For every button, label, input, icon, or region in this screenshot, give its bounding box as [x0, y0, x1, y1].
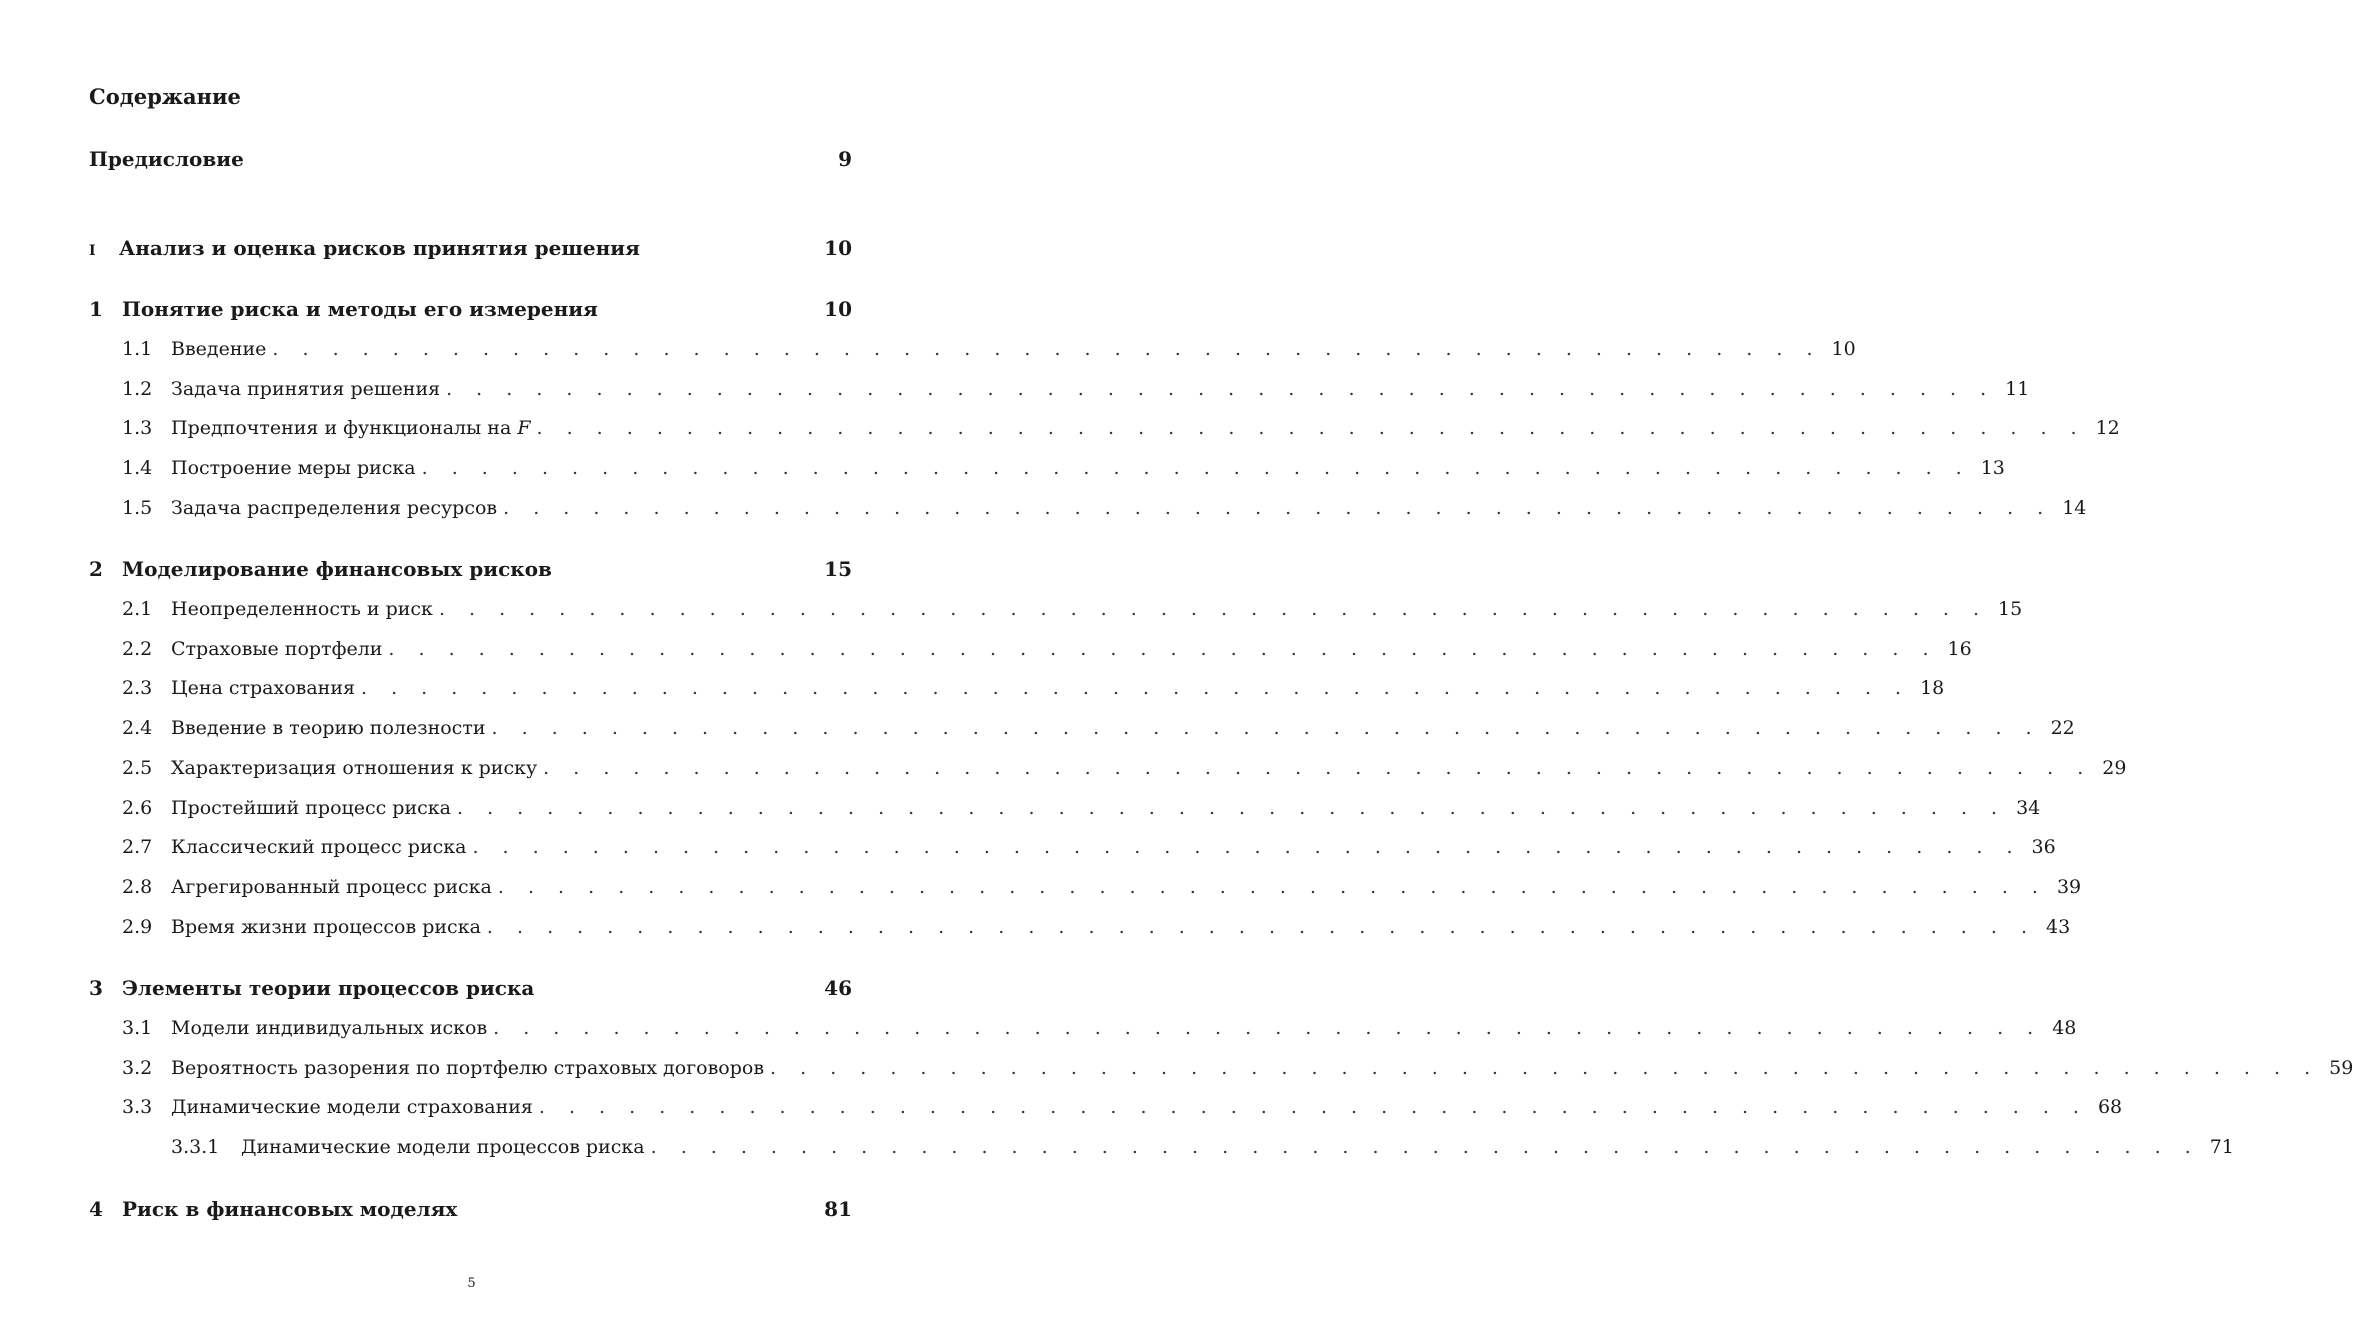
entry-page: 9 [838, 147, 852, 171]
entry-page: 22 [2050, 717, 2075, 739]
dot-leader: . . . . . . . . . . . . . . . . . . . . . . . . . . . . . . . . . . . . . . . . . . . . . . . . . . . . [272, 338, 1822, 360]
toc-entry-section-2-2[interactable] [89, 638, 1972, 660]
entry-page: 12 [2095, 417, 2120, 439]
entry-title: Задача принятия решения [171, 378, 441, 400]
section-number: 2.9 [122, 916, 153, 938]
entry-title-text: Предпочтения и функционалы на [171, 417, 512, 439]
chapter-number: 4 [89, 1197, 103, 1221]
entry-title: Простейший процесс риска [171, 797, 451, 819]
toc-entry-section-2-1[interactable] [89, 598, 2023, 620]
dot-leader: . . . . . . . . . . . . . . . . . . . . . . . . . . . . . . . . . . . . . . . . . . . . . . . . . . . . [360, 677, 1911, 699]
toc-entry-chapter-3[interactable] [89, 976, 852, 1000]
toc-entry-section-2-5[interactable] [89, 757, 2127, 779]
entry-title: Построение меры риска [171, 457, 416, 479]
entry-title: Цена страхования [171, 677, 355, 699]
toc-entry-chapter-2[interactable] [89, 557, 852, 581]
toc-entry-section-3-1[interactable] [89, 1017, 2077, 1039]
toc-entry-section-1-3[interactable] [89, 417, 2120, 439]
section-number: 1.1 [122, 338, 153, 360]
chapter-number: 3 [89, 976, 103, 1000]
entry-title: Неопределенность и риск [171, 598, 433, 620]
entry-page: 14 [2062, 497, 2087, 519]
entry-page: 13 [1980, 457, 2005, 479]
dot-leader: . . . . . . . . . . . . . . . . . . . . . . . . . . . . . . . . . . . . . . . . . . . . . . . . . . . . [536, 417, 2086, 439]
entry-page: 43 [2045, 916, 2071, 938]
entry-title: Риск в финансовых моделях [122, 1197, 458, 1221]
entry-page: 16 [1947, 638, 1972, 660]
dot-leader: . . . . . . . . . . . . . . . . . . . . . . . . . . . . . . . . . . . . . . . . . . . . . . . . . . . . [503, 497, 2053, 519]
dot-leader: . . . . . . . . . . . . . . . . . . . . . . . . . . . . . . . . . . . . . . . . . . . . . . . . . . . . [770, 1057, 2320, 1079]
toc-entry-part-1[interactable] [89, 236, 852, 260]
dot-leader: . . . . . . . . . . . . . . . . . . . . . . . . . . . . . . . . . . . . . . . . . . . . . . . . . . . . [446, 378, 1996, 400]
part-number: I [89, 243, 97, 259]
toc-entry-section-2-9[interactable] [89, 916, 2071, 938]
page-number-footer: 5 [467, 1276, 476, 1291]
toc-entry-section-1-2[interactable] [89, 378, 2030, 400]
chapter-number: 2 [89, 557, 103, 581]
section-number: 2.1 [122, 598, 153, 620]
entry-page: 10 [824, 236, 852, 260]
section-number: 2.5 [122, 757, 153, 779]
dot-leader: . . . . . . . . . . . . . . . . . . . . . . . . . . . . . . . . . . . . . . . . . . . . . . . . . . . . [438, 598, 1989, 620]
section-number: 1.3 [122, 417, 153, 439]
entry-page: 59 [2329, 1057, 2353, 1079]
entry-title [171, 417, 531, 439]
dot-leader: . . . . . . . . . . . . . . . . . . . . . . . . . . . . . . . . . . . . . . . . . . . . . . . . . . . . [650, 1136, 2200, 1158]
entry-title: Страховые портфели [171, 638, 383, 660]
dot-leader: . . . . . . . . . . . . . . . . . . . . . . . . . . . . . . . . . . . . . . . . . . . . . . . . . . . . [388, 638, 1938, 660]
entry-title: Динамические модели процессов риска [241, 1136, 645, 1158]
entry-page: 11 [2005, 378, 2030, 400]
entry-page: 15 [1998, 598, 2023, 620]
toc-entry-section-2-7[interactable] [89, 836, 2056, 858]
entry-page: 10 [1831, 338, 1856, 360]
entry-page: 81 [824, 1197, 852, 1221]
toc-title: Содержание [89, 84, 241, 109]
section-number: 1.2 [122, 378, 153, 400]
toc-entry-section-3-2[interactable] [89, 1057, 2353, 1079]
section-number: 1.5 [122, 497, 153, 519]
entry-title: Время жизни процессов риска [171, 916, 481, 938]
dot-leader: . . . . . . . . . . . . . . . . . . . . . . . . . . . . . . . . . . . . . . . . . . . . . . . . . . . . [497, 876, 2047, 898]
entry-title: Предисловие [89, 147, 244, 171]
math-symbol-f: F [517, 417, 531, 439]
toc-entry-subsection-3-3-1[interactable] [89, 1136, 2234, 1158]
toc-entry-chapter-1[interactable] [89, 297, 852, 321]
entry-title: Введение [171, 338, 267, 360]
entry-page: 36 [2031, 836, 2056, 858]
section-number: 3.2 [122, 1057, 153, 1079]
entry-page: 71 [2209, 1136, 2234, 1158]
toc-entry-section-1-1[interactable] [89, 338, 1856, 360]
section-number: 3.1 [122, 1017, 153, 1039]
subsection-number: 3.3.1 [171, 1136, 220, 1158]
entry-title: Вероятность разорения по портфелю страховых договоров [171, 1057, 765, 1079]
section-number: 2.7 [122, 836, 153, 858]
entry-title: Модели индивидуальных исков [171, 1017, 488, 1039]
entry-page: 18 [1920, 677, 1945, 699]
entry-title: Характеризация отношения к риску [171, 757, 538, 779]
entry-page: 46 [824, 976, 852, 1000]
toc-entry-section-2-6[interactable] [89, 797, 2041, 819]
section-number: 2.4 [122, 717, 153, 739]
dot-leader: . . . . . . . . . . . . . . . . . . . . . . . . . . . . . . . . . . . . . . . . . . . . . . . . . . . . [493, 1017, 2043, 1039]
section-number: 2.3 [122, 677, 153, 699]
entry-page: 39 [2056, 876, 2082, 898]
chapter-number: 1 [89, 297, 103, 321]
entry-title: Задача распределения ресурсов [171, 497, 498, 519]
toc-entry-preface[interactable] [89, 147, 852, 171]
entry-title: Введение в теорию полезности [171, 717, 486, 739]
section-number: 1.4 [122, 457, 153, 479]
dot-leader: . . . . . . . . . . . . . . . . . . . . . . . . . . . . . . . . . . . . . . . . . . . . . . . . . . . . [486, 916, 2036, 938]
section-number: 2.2 [122, 638, 153, 660]
entry-page: 29 [2102, 757, 2127, 779]
entry-title: Анализ и оценка рисков принятия решения [119, 236, 640, 260]
dot-leader: . . . . . . . . . . . . . . . . . . . . . . . . . . . . . . . . . . . . . . . . . . . . . . . . . . . . [491, 717, 2041, 739]
section-number: 2.6 [122, 797, 153, 819]
dot-leader: . . . . . . . . . . . . . . . . . . . . . . . . . . . . . . . . . . . . . . . . . . . . . . . . . . . . [538, 1096, 2088, 1118]
toc-entry-section-1-4[interactable] [89, 457, 2005, 479]
toc-entry-section-2-8[interactable] [89, 876, 2082, 898]
entry-title: Классический процесс риска [171, 836, 467, 858]
entry-title: Моделирование финансовых рисков [122, 557, 552, 581]
entry-page: 34 [2016, 797, 2041, 819]
toc-entry-section-3-3[interactable] [89, 1096, 2123, 1118]
section-number: 3.3 [122, 1096, 153, 1118]
toc-entry-chapter-4[interactable] [89, 1197, 852, 1221]
entry-title: Агрегированный процесс риска [171, 876, 492, 898]
toc-entry-section-2-3[interactable] [89, 677, 1945, 699]
section-number: 2.8 [122, 876, 153, 898]
entry-page: 10 [824, 297, 852, 321]
entry-title: Динамические модели страхования [171, 1096, 533, 1118]
dot-leader: . . . . . . . . . . . . . . . . . . . . . . . . . . . . . . . . . . . . . . . . . . . . . . . . . . . . [421, 457, 1971, 479]
dot-leader: . . . . . . . . . . . . . . . . . . . . . . . . . . . . . . . . . . . . . . . . . . . . . . . . . . . . [456, 797, 2007, 819]
entry-page: 15 [824, 557, 852, 581]
dot-leader: . . . . . . . . . . . . . . . . . . . . . . . . . . . . . . . . . . . . . . . . . . . . . . . . . . . . [543, 757, 2093, 779]
dot-leader: . . . . . . . . . . . . . . . . . . . . . . . . . . . . . . . . . . . . . . . . . . . . . . . . . . . . [472, 836, 2022, 858]
entry-title: Понятие риска и методы его измерения [122, 297, 598, 321]
toc-entry-section-1-5[interactable] [89, 497, 2087, 519]
entry-page: 48 [2052, 1017, 2077, 1039]
entry-title: Элементы теории процессов риска [122, 976, 535, 1000]
toc-entry-section-2-4[interactable] [89, 717, 2075, 739]
entry-page: 68 [2097, 1096, 2123, 1118]
